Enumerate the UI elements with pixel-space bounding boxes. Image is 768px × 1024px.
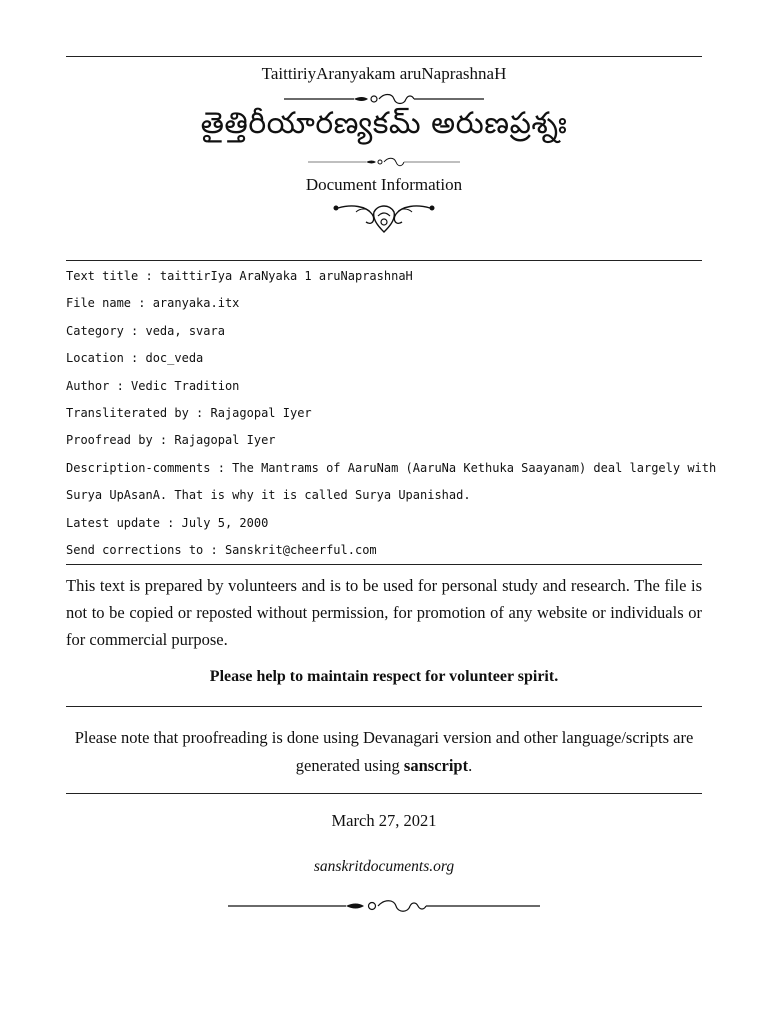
section-heading: Document Information	[305, 175, 463, 194]
ornament-divider-icon	[284, 92, 484, 106]
meta-author: Author : Vedic Tradition	[66, 379, 240, 393]
sanscript-label: sanscript	[403, 756, 469, 775]
title-english: TaittiriyAranyakam aruNaprashnaH	[261, 64, 507, 83]
top-rule	[66, 56, 702, 57]
meta-file-name: File name : aranyaka.itx	[66, 296, 240, 310]
proofreading-rule	[66, 793, 702, 794]
volunteer-spirit-note: Please help to maintain respect for volunteer spirit.	[209, 668, 559, 685]
proofreading-note	[66, 724, 702, 780]
meta-location: Location : doc_veda	[66, 351, 204, 365]
proofreading-note-text: Please note that proofreading is done using Devanagari version and other language/scripts are generated using	[74, 728, 694, 775]
flourish-ornament-icon	[332, 198, 436, 234]
notice-rule	[66, 706, 702, 707]
meta-category: Category : veda, svara	[66, 324, 225, 338]
proofreading-note-end: .	[468, 756, 473, 775]
meta-send-corrections: Send corrections to : Sanskrit@cheerful.com	[66, 543, 377, 557]
bottom-ornament-icon	[228, 898, 540, 914]
meta-latest-update: Latest update : July 5, 2000	[66, 516, 269, 530]
site-name: sanskritdocuments.org	[313, 858, 455, 875]
ornament-divider-small-icon	[308, 156, 460, 168]
meta-transliterated-by: Transliterated by : Rajagopal Iyer	[66, 406, 312, 420]
notice-paragraph: This text is prepared by volunteers and is to be used for personal study and research. The file is not to be copied or reposted without permission, for promotion of any website or individuals or for commercial purpose.	[66, 576, 702, 649]
metadata-bottom-rule	[66, 564, 702, 565]
metadata-top-rule	[66, 260, 702, 261]
meta-description-cont: Surya UpAsanA. That is why it is called Surya Upanishad.	[66, 488, 471, 502]
meta-text-title: Text title : taittirIya AraNyaka 1 aruNaprashnaH	[66, 269, 413, 283]
document-date: March 27, 2021	[331, 811, 437, 830]
title-telugu: తైత్తిరీయారణ్యకమ్ అరుణప్రశ్నః	[200, 106, 568, 141]
meta-description: Description-comments : The Mantrams of AaruNam (AaruNa Kethuka Saayanam) deal largely with	[66, 461, 717, 475]
meta-proofread-by: Proofread by : Rajagopal Iyer	[66, 433, 276, 447]
